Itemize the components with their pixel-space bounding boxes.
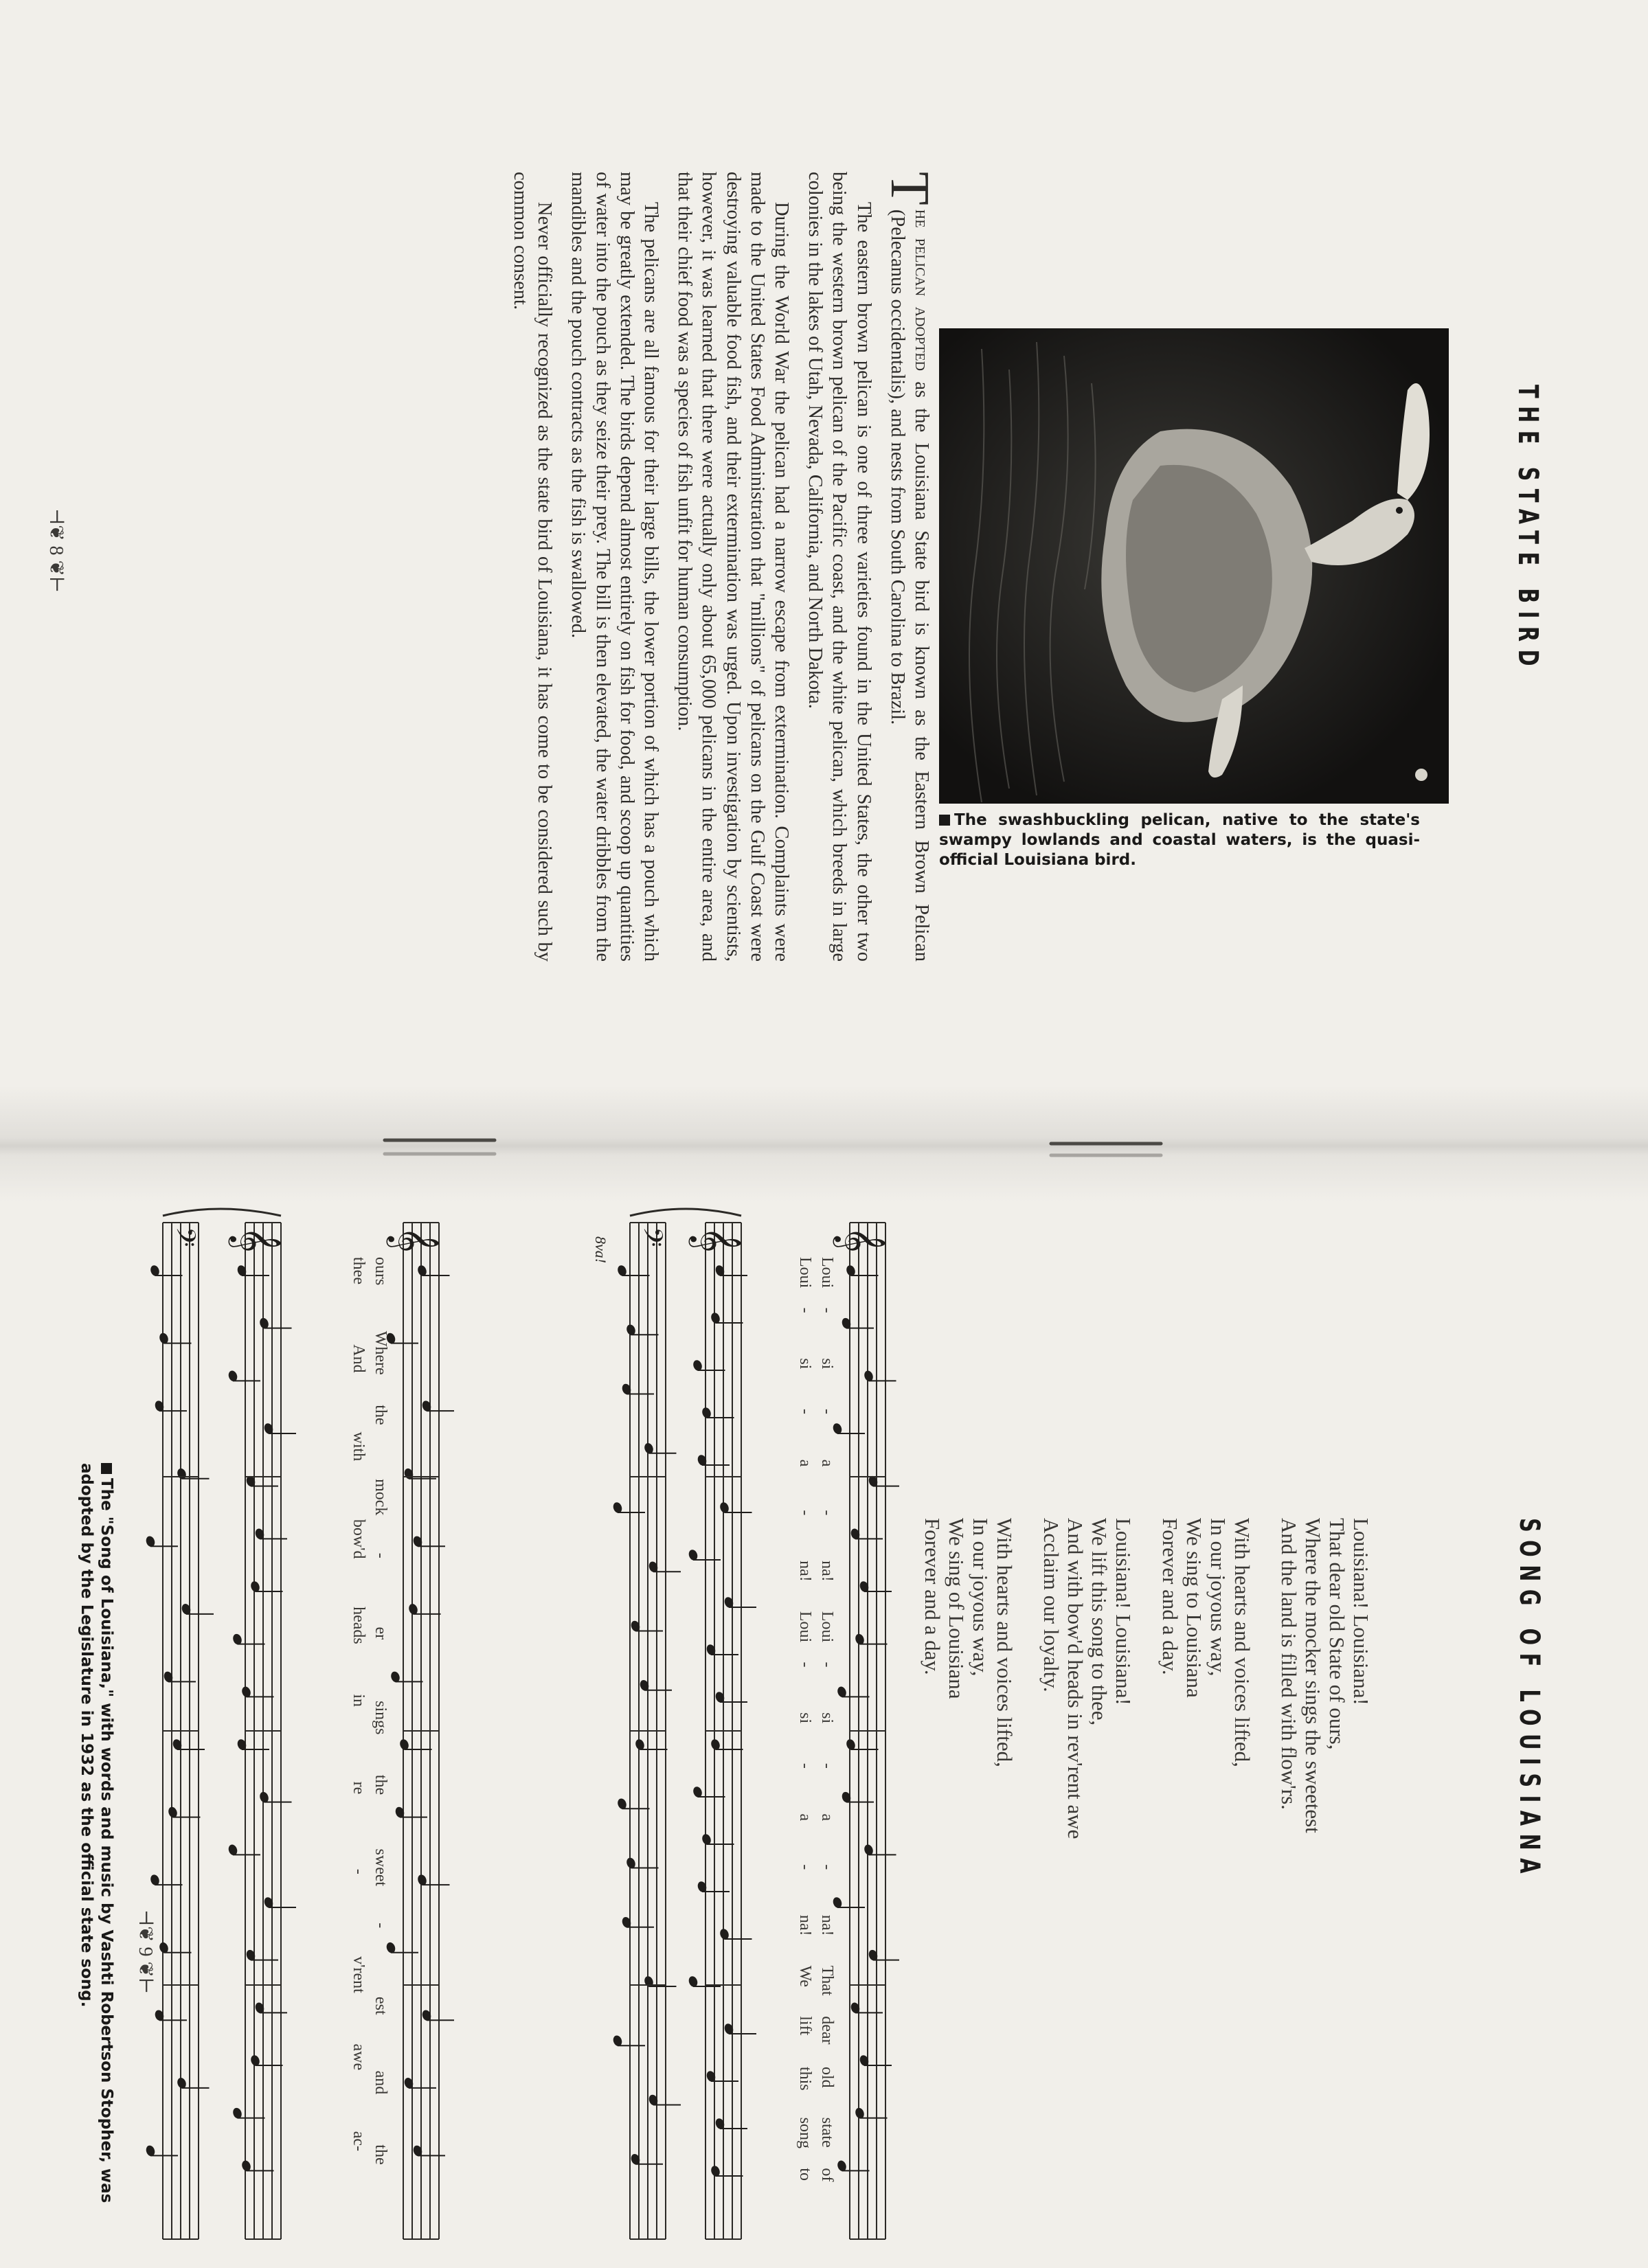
lyric-syllable: na! xyxy=(796,1914,814,1936)
lyric-syllable: bow'd xyxy=(350,1519,368,1559)
song-caption-text: The "Song of Louisiana," with words and music by Vashti Robertson Stopher, was adopted by the Legislature in 1932 as the official state song. xyxy=(78,1463,115,2203)
lyric-syllable: na! xyxy=(818,1561,836,1582)
lyric-syllable: with xyxy=(350,1431,368,1462)
lyric-syllable: awe xyxy=(350,2043,368,2071)
lyric-syllable: in xyxy=(350,1694,368,1708)
page-number-text: 9 xyxy=(135,1947,156,1957)
lyric-syllable: heads xyxy=(350,1607,368,1644)
lyric-syllable: mock xyxy=(372,1479,390,1516)
paragraph-1 xyxy=(879,172,940,962)
lyric-syllable: to xyxy=(796,2168,814,2181)
lyric-syllable: - xyxy=(818,1409,836,1415)
song-caption xyxy=(76,1463,116,2219)
lyric-syllable: - xyxy=(818,1510,836,1516)
song-heading: SONG OF LOUISIANA xyxy=(1513,1518,1545,1882)
lyric-syllable: ac- xyxy=(350,2131,368,2152)
lyric-syllable: - xyxy=(796,1762,814,1769)
lyric-line: Forever and a day. xyxy=(1158,1518,1182,1675)
lyric-syllable: - xyxy=(372,1552,390,1558)
photo-caption xyxy=(939,810,1420,870)
folio-ornament-left-icon: ⊣❦ xyxy=(135,1909,156,1947)
bullet-square-icon xyxy=(101,1463,112,1474)
lyric-syllable: Loui xyxy=(818,1257,836,1289)
lyric-syllable: a xyxy=(818,1459,836,1467)
lyric-syllable: old xyxy=(818,2066,836,2088)
paragraph-5: Never officially recognized as the state bird of Louisiana, it has come to be considered such by common consent. xyxy=(509,172,556,962)
lyric-syllable: - xyxy=(818,1762,836,1769)
lyric-line: Where the mocker sings the sweetest xyxy=(1301,1518,1325,1833)
lyric-syllable: - xyxy=(818,1864,836,1870)
score-staves xyxy=(109,1195,899,2246)
lyric-syllable: - xyxy=(818,1662,836,1668)
lyric-syllable: state xyxy=(818,2117,836,2148)
lyric-line: Forever and a day. xyxy=(921,1518,945,1675)
paragraph-2: The eastern brown pelican is one of three varieties found in the United States, the other two being the western brown pelican of the Pacific coast, and the white pelican, which breeds in large colonies in the lakes of Utah, Nevada, California, and North Dakota. xyxy=(804,172,874,962)
lyric-syllable: dear xyxy=(818,2016,836,2045)
lyric-syllable: lift xyxy=(796,2016,814,2036)
treble-clef-icon: 𝄞 xyxy=(388,1227,439,1253)
page-number xyxy=(134,1909,157,1994)
lyric-line: And the land is filled with flow'rs. xyxy=(1277,1518,1301,1810)
lyric-line: Acclaim our loyalty. xyxy=(1039,1518,1063,1692)
stanza-1 xyxy=(1277,1518,1373,1839)
bullet-square-icon xyxy=(939,815,950,826)
lyric-syllable: a xyxy=(796,1459,814,1467)
lyric-syllable: si xyxy=(796,1358,814,1370)
brace-icon xyxy=(163,1209,281,1216)
paragraph-1-text: as the Louisiana State bird is known as the Eastern Brown Pelican (Pelecanus occidentalis), and nests from South Carolina to Brazil. xyxy=(886,209,932,962)
lyric-syllable: - xyxy=(818,1307,836,1313)
folio-ornament-left-icon: ⊣❦ xyxy=(45,508,67,546)
lyric-syllable: - xyxy=(796,1409,814,1415)
treble-clef-icon: 𝄞 xyxy=(835,1227,885,1253)
lyric-syllable: the xyxy=(372,1774,390,1795)
lyric-line: With hearts and voices lifted, xyxy=(993,1518,1017,1767)
lyric-syllable: That xyxy=(818,1965,836,1996)
folio-ornament-right-icon: ❦⊢ xyxy=(135,1956,156,1995)
lyric-syllable: We xyxy=(796,1965,814,1987)
stanza-3 xyxy=(1039,1518,1136,1839)
page-heading: THE STATE BIRD xyxy=(1512,385,1544,674)
drop-cap: T xyxy=(879,172,940,205)
lyric-line: In our joyous way, xyxy=(969,1518,993,1677)
lyric-syllable: - xyxy=(796,1864,814,1870)
stanza-4 xyxy=(921,1518,1017,1839)
lyric-line: We sing to Louisiana xyxy=(1182,1518,1206,1698)
photo-caption-text: The swashbuckling pelican, native to the state's swampy lowlands and coastal waters, is the quasi-official Louisiana bird. xyxy=(939,811,1420,869)
song-lyrics xyxy=(898,1518,1373,1839)
lyric-syllable: - xyxy=(796,1662,814,1668)
treble-clef-icon: 𝄞 xyxy=(230,1227,281,1253)
page-8 xyxy=(0,0,1648,1133)
lyric-syllable: this xyxy=(796,2066,814,2091)
paragraph-1-lead: he pelican adopted xyxy=(911,209,932,371)
lyric-syllable: si xyxy=(818,1358,836,1370)
folio-ornament-right-icon: ❦⊢ xyxy=(45,555,67,593)
lyric-syllable: of xyxy=(818,2168,836,2182)
lyric-syllable: - xyxy=(796,1307,814,1313)
lyric-syllable: song xyxy=(796,2117,814,2148)
sheet-music xyxy=(109,1195,899,2246)
lyric-syllable: v'rent xyxy=(350,1956,368,1993)
lyric-syllable: and xyxy=(372,2070,390,2095)
lyric-syllable: And xyxy=(350,1344,368,1373)
lyric-line: That dear old State of ours, xyxy=(1325,1518,1349,1750)
lyric-syllable: - xyxy=(350,1868,368,1874)
lyric-syllable: Loui xyxy=(796,1611,814,1643)
pelican-icon xyxy=(939,328,1449,804)
lyric-syllable: the xyxy=(372,2144,390,2165)
lyric-syllable: sings xyxy=(372,1701,390,1735)
lyric-syllable: Loui xyxy=(818,1611,836,1643)
lyric-syllable: a xyxy=(818,1813,836,1822)
brace-icon xyxy=(630,1209,741,1216)
lyric-syllable: - xyxy=(372,1923,390,1929)
lyric-line: In our joyous way, xyxy=(1206,1518,1230,1677)
lyric-syllable: ours xyxy=(372,1257,390,1286)
lyric-syllable: si xyxy=(796,1712,814,1724)
lyric-syllable: Where xyxy=(372,1330,390,1375)
lyric-line: With hearts and voices lifted, xyxy=(1230,1518,1254,1767)
octave-mark: 8va! xyxy=(592,1236,609,1264)
stanza-2 xyxy=(1158,1518,1254,1839)
article-body xyxy=(499,172,940,962)
page-number xyxy=(45,508,68,593)
lyric-line: Louisiana! Louisiana! xyxy=(1349,1518,1373,1705)
lyric-syllable: est xyxy=(372,1996,390,2015)
paragraph-4: The pelicans are all famous for their large bills, the lower portion of which has a pouch which may be greatly extended. The birds depend almost entirely on fish for food, and scoop up quantities of water into the pouch as they seize their prey. The bill is then elevated, the water dribbles from the mandibles and the pouch contracts as the fish is swallowed. xyxy=(567,172,662,962)
lyric-line: We sing of Louisiana xyxy=(945,1518,969,1699)
treble-clef-icon: 𝄞 xyxy=(690,1227,741,1253)
lyric-syllable: si xyxy=(818,1712,836,1724)
lyric-line: And with bow'd heads in rev'rent awe xyxy=(1063,1518,1087,1839)
lyric-syllable: the xyxy=(372,1405,390,1425)
pelican-photo xyxy=(939,328,1449,804)
page-number-text: 8 xyxy=(45,545,67,556)
bass-clef-icon: 𝄢 xyxy=(164,1227,201,1247)
lyric-syllable: thee xyxy=(350,1257,368,1284)
lyric-syllable: er xyxy=(372,1626,390,1640)
lyric-syllable: re xyxy=(350,1781,368,1795)
page-9 xyxy=(0,1133,1648,2268)
lyric-syllable: - xyxy=(796,1510,814,1516)
lyric-syllable: na! xyxy=(818,1914,836,1936)
bass-clef-icon: 𝄢 xyxy=(631,1227,668,1247)
lyric-syllable: a xyxy=(796,1813,814,1822)
lyric-line: We lift this song to thee, xyxy=(1087,1518,1111,1726)
lyric-line: Louisiana! Louisiana! xyxy=(1111,1518,1136,1705)
lyric-syllable: Loui xyxy=(796,1257,814,1289)
lyric-syllable: sweet xyxy=(372,1848,390,1887)
paragraph-3: During the World War the pelican had a narrow escape from extermination. Complaints were made to the United States Food Administration that "millions" of pelicans on the Gulf Coast were destroying valuable food fish, and their extermination was urged. Upon investigation by scientists, however, it was learned that there were actually only about 65,000 pelicans in the entire area, and that their chief food was a species of fish unfit for human consumption. xyxy=(674,172,792,962)
lyric-syllable: na! xyxy=(796,1561,814,1582)
